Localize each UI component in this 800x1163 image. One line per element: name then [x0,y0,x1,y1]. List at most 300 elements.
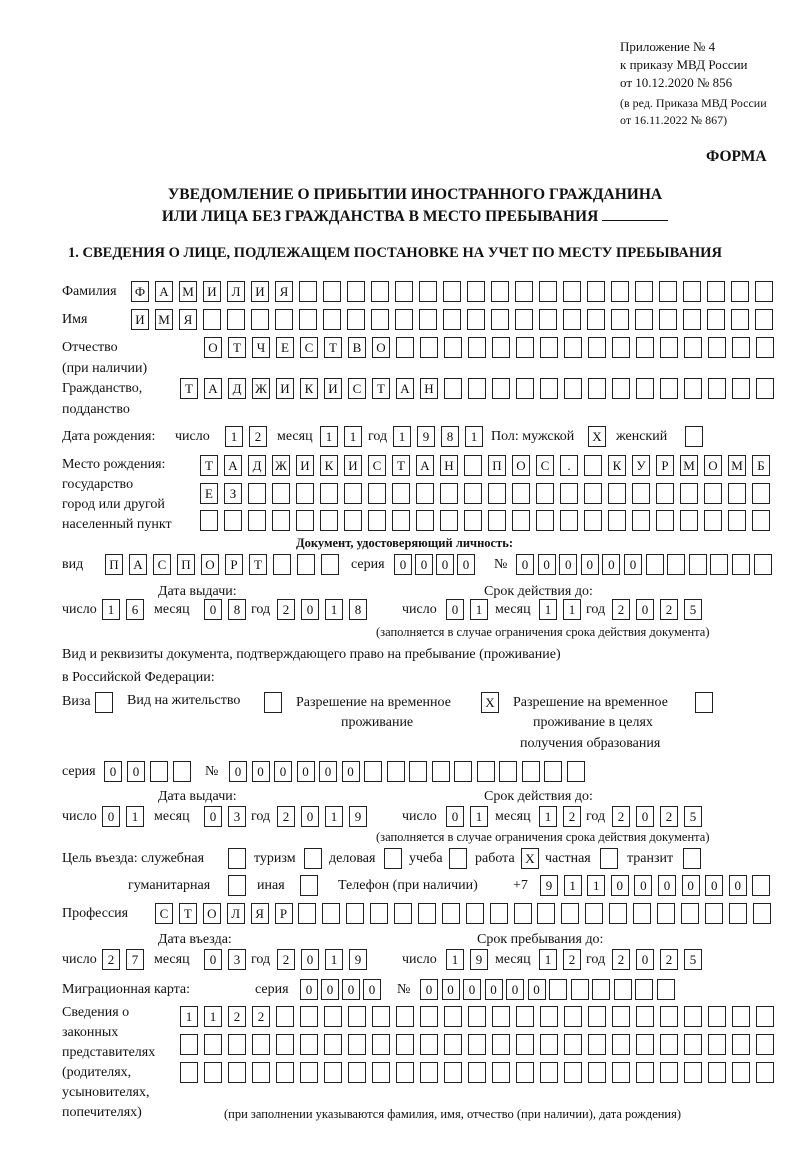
char-box[interactable] [708,1034,726,1055]
char-box[interactable] [344,510,362,531]
char-box[interactable] [612,1034,630,1055]
char-box[interactable] [248,510,266,531]
char-box[interactable]: 8 [441,426,459,447]
char-box[interactable]: 1 [393,426,411,447]
char-box[interactable] [540,1062,558,1083]
char-box[interactable]: 0 [204,806,222,827]
char-box[interactable]: 0 [538,554,556,575]
char-box[interactable] [204,1062,222,1083]
char-box[interactable] [491,281,509,302]
char-box[interactable]: 2 [252,1006,270,1027]
char-box[interactable] [756,1034,774,1055]
char-box[interactable]: 8 [349,599,367,620]
char-box[interactable] [419,281,437,302]
char-box[interactable] [522,761,540,782]
char-box[interactable]: М [680,455,698,476]
char-box[interactable]: 0 [457,554,475,575]
char-box[interactable] [560,483,578,504]
char-box[interactable]: 1 [446,949,464,970]
char-box[interactable] [707,281,725,302]
char-box[interactable] [364,761,382,782]
char-box[interactable]: 2 [660,806,678,827]
char-box[interactable] [324,1062,342,1083]
char-box[interactable] [752,483,770,504]
char-box[interactable]: 2 [612,599,630,620]
char-box[interactable] [588,378,606,399]
char-box[interactable]: 0 [342,979,360,1000]
char-box[interactable] [387,761,405,782]
char-box[interactable] [537,903,555,924]
char-box[interactable] [300,1034,318,1055]
char-box[interactable]: 1 [587,875,605,896]
char-box[interactable] [499,761,517,782]
char-box[interactable]: С [536,455,554,476]
char-box[interactable] [756,1062,774,1083]
char-box[interactable] [420,1034,438,1055]
char-box[interactable] [683,848,701,869]
char-box[interactable] [347,309,365,330]
char-box[interactable] [492,1062,510,1083]
char-box[interactable]: 3 [228,806,246,827]
char-box[interactable]: 0 [636,949,654,970]
char-box[interactable] [684,378,702,399]
char-box[interactable]: 2 [612,806,630,827]
char-box[interactable]: 0 [301,599,319,620]
char-box[interactable] [683,281,701,302]
char-box[interactable]: 9 [417,426,435,447]
char-box[interactable]: 0 [415,554,433,575]
char-box[interactable] [372,1006,390,1027]
char-box[interactable]: 0 [229,761,247,782]
char-box[interactable] [600,848,618,869]
char-box[interactable] [636,378,654,399]
char-box[interactable]: Ж [272,455,290,476]
char-box[interactable] [635,309,653,330]
char-box[interactable]: 0 [436,554,454,575]
char-box[interactable] [564,337,582,358]
char-box[interactable]: 0 [319,761,337,782]
char-box[interactable]: И [251,281,269,302]
char-box[interactable]: С [155,903,173,924]
char-box[interactable]: М [728,455,746,476]
char-box[interactable]: 0 [363,979,381,1000]
char-box[interactable]: 0 [300,979,318,1000]
char-box[interactable]: 0 [581,554,599,575]
char-box[interactable]: 0 [442,979,460,1000]
char-box[interactable] [754,554,772,575]
char-box[interactable] [150,761,168,782]
char-box[interactable]: 0 [420,979,438,1000]
char-box[interactable] [467,309,485,330]
char-box[interactable] [632,483,650,504]
char-box[interactable] [592,979,610,1000]
char-box[interactable] [324,1006,342,1027]
char-box[interactable]: А [204,378,222,399]
char-box[interactable] [683,309,701,330]
char-box[interactable]: Л [227,281,245,302]
char-box[interactable] [200,510,218,531]
char-box[interactable]: 0 [506,979,524,1000]
char-box[interactable] [516,1006,534,1027]
char-box[interactable] [492,1034,510,1055]
char-box[interactable] [660,1034,678,1055]
char-box[interactable] [300,875,318,896]
char-box[interactable] [512,510,530,531]
char-box[interactable]: 1 [225,426,243,447]
char-box[interactable] [732,337,750,358]
char-box[interactable] [468,337,486,358]
char-box[interactable] [396,1034,414,1055]
char-box[interactable]: П [488,455,506,476]
char-box[interactable] [633,903,651,924]
char-box[interactable] [416,483,434,504]
char-box[interactable] [588,1006,606,1027]
char-box[interactable] [444,1062,462,1083]
char-box[interactable]: Т [372,378,390,399]
char-box[interactable] [348,1062,366,1083]
char-box[interactable]: 2 [277,949,295,970]
char-box[interactable]: А [396,378,414,399]
char-box[interactable] [732,554,750,575]
char-box[interactable] [95,692,113,713]
char-box[interactable] [228,875,246,896]
char-box[interactable] [657,903,675,924]
char-box[interactable] [304,848,322,869]
char-box[interactable] [300,1062,318,1083]
char-box[interactable] [636,1034,654,1055]
char-box[interactable]: П [177,554,195,575]
char-box[interactable]: 0 [528,979,546,1000]
char-box[interactable] [755,281,773,302]
char-box[interactable]: 2 [563,806,581,827]
char-box[interactable] [540,337,558,358]
char-box[interactable]: 7 [126,949,144,970]
char-box[interactable]: Я [275,281,293,302]
char-box[interactable] [248,483,266,504]
char-box[interactable]: 0 [611,875,629,896]
char-box[interactable] [731,281,749,302]
char-box[interactable] [347,281,365,302]
char-box[interactable]: 9 [349,949,367,970]
char-box[interactable]: 5 [684,599,702,620]
char-box[interactable] [614,979,632,1000]
char-box[interactable]: 2 [102,949,120,970]
char-box[interactable]: 0 [516,554,534,575]
char-box[interactable]: 9 [470,949,488,970]
char-box[interactable]: 5 [684,806,702,827]
char-box[interactable] [180,1062,198,1083]
char-box[interactable]: П [105,554,123,575]
char-box[interactable]: Я [251,903,269,924]
char-box[interactable]: Ч [252,337,270,358]
char-box[interactable]: 1 [180,1006,198,1027]
char-box[interactable] [609,903,627,924]
char-box[interactable] [227,309,245,330]
char-box[interactable]: О [512,455,530,476]
char-box[interactable] [251,309,269,330]
char-box[interactable] [296,510,314,531]
char-box[interactable]: 6 [126,599,144,620]
char-box[interactable] [588,1062,606,1083]
char-box[interactable] [488,483,506,504]
char-box[interactable] [612,1062,630,1083]
char-box[interactable] [346,903,364,924]
char-box[interactable]: О [372,337,390,358]
char-box[interactable] [707,309,725,330]
char-box[interactable]: 1 [126,806,144,827]
char-box[interactable] [228,848,246,869]
char-box[interactable]: 3 [228,949,246,970]
char-box[interactable]: 0 [127,761,145,782]
char-box[interactable]: 0 [634,875,652,896]
char-box[interactable] [440,483,458,504]
char-box[interactable]: 0 [624,554,642,575]
char-box[interactable] [372,1034,390,1055]
char-box[interactable] [636,1006,654,1027]
char-box[interactable] [204,1034,222,1055]
char-box[interactable] [560,510,578,531]
char-box[interactable]: Т [392,455,410,476]
char-box[interactable]: 9 [540,875,558,896]
char-box[interactable] [587,281,605,302]
char-box[interactable]: 0 [301,949,319,970]
char-box[interactable]: А [416,455,434,476]
char-box[interactable] [396,1006,414,1027]
char-box[interactable] [539,309,557,330]
char-box[interactable] [464,510,482,531]
char-box[interactable]: 2 [660,599,678,620]
char-box[interactable] [756,337,774,358]
char-box[interactable] [273,554,291,575]
char-box[interactable] [492,1006,510,1027]
char-box[interactable] [440,510,458,531]
char-box[interactable]: X [521,848,539,869]
char-box[interactable] [420,337,438,358]
char-box[interactable] [704,483,722,504]
char-box[interactable] [632,510,650,531]
char-box[interactable]: И [131,309,149,330]
char-box[interactable]: . [560,455,578,476]
char-box[interactable] [464,455,482,476]
char-box[interactable] [348,1006,366,1027]
char-box[interactable] [492,378,510,399]
char-box[interactable]: 0 [446,599,464,620]
char-box[interactable] [656,483,674,504]
char-box[interactable] [443,281,461,302]
char-box[interactable]: Р [656,455,674,476]
char-box[interactable] [224,510,242,531]
char-box[interactable] [567,761,585,782]
char-box[interactable] [689,554,707,575]
char-box[interactable] [173,761,191,782]
char-box[interactable] [444,378,462,399]
char-box[interactable] [564,1062,582,1083]
char-box[interactable] [396,337,414,358]
char-box[interactable]: 1 [102,599,120,620]
char-box[interactable] [587,309,605,330]
char-box[interactable] [752,875,770,896]
char-box[interactable] [608,483,626,504]
char-box[interactable] [320,483,338,504]
char-box[interactable]: К [300,378,318,399]
char-box[interactable]: 0 [682,875,700,896]
char-box[interactable]: 0 [252,761,270,782]
char-box[interactable] [540,378,558,399]
char-box[interactable]: Ф [131,281,149,302]
char-box[interactable]: С [300,337,318,358]
char-box[interactable]: 0 [636,806,654,827]
char-box[interactable] [660,337,678,358]
char-box[interactable]: А [129,554,147,575]
char-box[interactable] [324,1034,342,1055]
char-box[interactable]: З [224,483,242,504]
char-box[interactable] [444,1006,462,1027]
char-box[interactable]: И [203,281,221,302]
char-box[interactable] [732,1034,750,1055]
char-box[interactable]: 0 [102,806,120,827]
char-box[interactable] [753,903,771,924]
char-box[interactable] [571,979,589,1000]
char-box[interactable] [612,1006,630,1027]
char-box[interactable]: 1 [204,1006,222,1027]
char-box[interactable] [372,1062,390,1083]
char-box[interactable] [394,903,412,924]
char-box[interactable] [296,483,314,504]
char-box[interactable] [516,1034,534,1055]
char-box[interactable]: 0 [297,761,315,782]
char-box[interactable] [756,378,774,399]
char-box[interactable] [300,1006,318,1027]
char-box[interactable] [584,483,602,504]
char-box[interactable]: Т [200,455,218,476]
char-box[interactable] [416,510,434,531]
char-box[interactable] [564,1034,582,1055]
char-box[interactable] [477,761,495,782]
char-box[interactable] [512,483,530,504]
char-box[interactable] [732,378,750,399]
char-box[interactable] [695,692,713,713]
char-box[interactable] [516,378,534,399]
char-box[interactable] [418,903,436,924]
char-box[interactable] [392,483,410,504]
char-box[interactable] [612,378,630,399]
char-box[interactable] [252,1062,270,1083]
char-box[interactable] [180,1034,198,1055]
char-box[interactable] [588,1034,606,1055]
char-box[interactable]: 0 [321,979,339,1000]
char-box[interactable] [490,903,508,924]
char-box[interactable] [539,281,557,302]
char-box[interactable] [755,309,773,330]
char-box[interactable] [708,1062,726,1083]
char-box[interactable] [368,483,386,504]
char-box[interactable]: 1 [539,599,557,620]
char-box[interactable] [444,1034,462,1055]
char-box[interactable]: И [344,455,362,476]
char-box[interactable] [322,903,340,924]
char-box[interactable] [323,281,341,302]
char-box[interactable] [516,337,534,358]
char-box[interactable]: Т [324,337,342,358]
char-box[interactable]: Р [225,554,243,575]
char-box[interactable] [419,309,437,330]
char-box[interactable] [705,903,723,924]
char-box[interactable]: И [324,378,342,399]
char-box[interactable] [443,309,461,330]
char-box[interactable] [321,554,339,575]
char-box[interactable]: X [588,426,606,447]
char-box[interactable] [492,337,510,358]
char-box[interactable]: 1 [563,599,581,620]
char-box[interactable] [276,1034,294,1055]
char-box[interactable]: Р [275,903,293,924]
char-box[interactable] [564,1006,582,1027]
char-box[interactable]: О [203,903,221,924]
char-box[interactable] [684,1034,702,1055]
char-box[interactable]: Е [200,483,218,504]
char-box[interactable] [468,1062,486,1083]
char-box[interactable] [684,1006,702,1027]
char-box[interactable] [320,510,338,531]
char-box[interactable] [297,554,315,575]
char-box[interactable]: 0 [658,875,676,896]
char-box[interactable] [681,903,699,924]
char-box[interactable]: 1 [470,806,488,827]
char-box[interactable]: Ж [252,378,270,399]
char-box[interactable] [563,309,581,330]
char-box[interactable]: К [320,455,338,476]
char-box[interactable] [515,309,533,330]
char-box[interactable] [660,378,678,399]
char-box[interactable] [449,848,467,869]
char-box[interactable]: Н [440,455,458,476]
char-box[interactable] [635,979,653,1000]
char-box[interactable]: 9 [349,806,367,827]
char-box[interactable] [636,1062,654,1083]
char-box[interactable]: Е [276,337,294,358]
char-box[interactable] [731,309,749,330]
char-box[interactable] [491,309,509,330]
char-box[interactable] [516,1062,534,1083]
char-box[interactable] [684,1062,702,1083]
char-box[interactable] [299,309,317,330]
char-box[interactable] [442,903,460,924]
char-box[interactable] [710,554,728,575]
char-box[interactable] [584,455,602,476]
char-box[interactable] [540,1034,558,1055]
char-box[interactable] [370,903,388,924]
char-box[interactable]: Л [227,903,245,924]
char-box[interactable] [584,510,602,531]
place-blank[interactable] [602,206,668,221]
char-box[interactable]: И [276,378,294,399]
char-box[interactable] [684,337,702,358]
char-box[interactable]: М [179,281,197,302]
char-box[interactable]: Н [420,378,438,399]
char-box[interactable] [732,1006,750,1027]
char-box[interactable]: Б [752,455,770,476]
char-box[interactable] [561,903,579,924]
char-box[interactable]: В [348,337,366,358]
char-box[interactable]: С [368,455,386,476]
char-box[interactable]: 1 [325,806,343,827]
char-box[interactable] [646,554,664,575]
char-box[interactable] [657,979,675,1000]
char-box[interactable]: 1 [470,599,488,620]
char-box[interactable]: 2 [563,949,581,970]
char-box[interactable] [729,903,747,924]
char-box[interactable]: Т [180,378,198,399]
